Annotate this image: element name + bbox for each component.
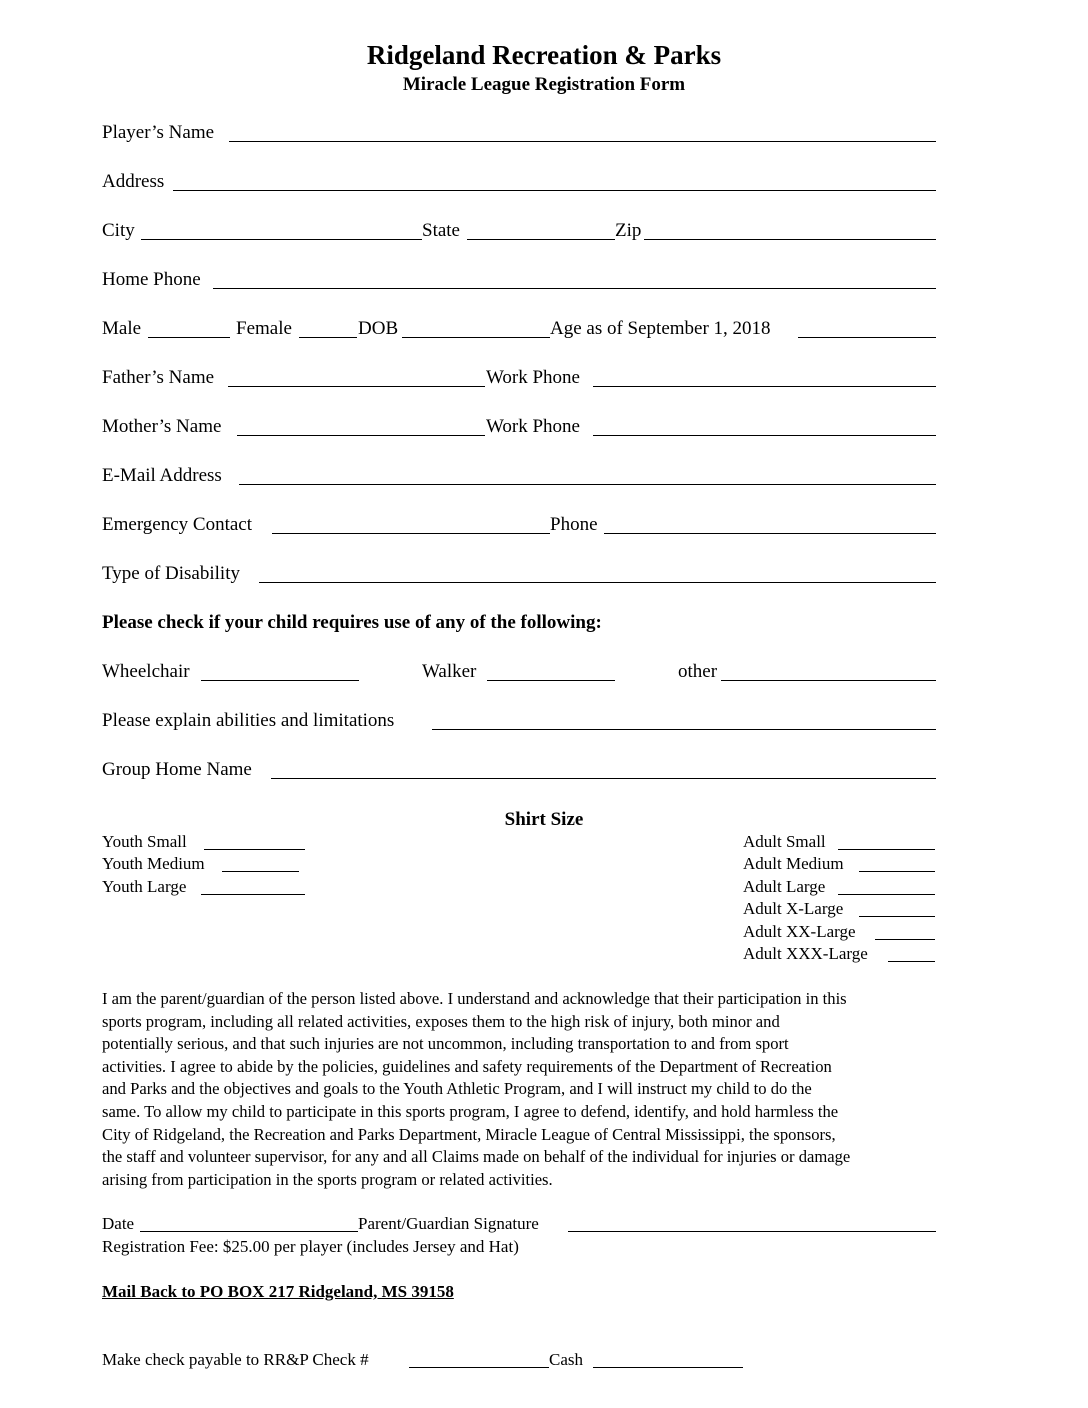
emergency-phone-field[interactable] xyxy=(604,533,936,534)
explain-label: Please explain abilities and limitations xyxy=(102,710,395,731)
adult-small-label: Adult Small xyxy=(743,832,826,851)
mothers-work-phone-label: Work Phone xyxy=(486,416,580,437)
walker-label: Walker xyxy=(422,661,477,682)
disability-label: Type of Disability xyxy=(102,563,240,584)
waiver-line: arising from participation in the sports program or related activities. xyxy=(102,1169,553,1189)
zip-label: Zip xyxy=(615,220,642,241)
mothers-work-phone-field[interactable] xyxy=(593,435,936,436)
adult-small-row xyxy=(743,832,936,854)
check-label: Make check payable to RR&P Check # xyxy=(102,1350,369,1369)
equipment-heading: Please check if your child requires use of any of the following: xyxy=(102,612,602,633)
mail-back-address: Mail Back to PO BOX 217 Ridgeland, MS 39158 xyxy=(102,1282,454,1301)
age-field[interactable] xyxy=(798,337,936,338)
players-name-field[interactable] xyxy=(229,141,936,142)
wheelchair-field[interactable] xyxy=(201,680,359,681)
adult-medium-row xyxy=(743,854,936,876)
address-row xyxy=(102,171,936,195)
waiver-line: and Parks and the objectives and goals to the Youth Athletic Program, and I will instruct my child to do the xyxy=(102,1079,812,1099)
waiver-line: same. To allow my child to participate in this sports program, I agree to defend, identify, and hold harmless the xyxy=(102,1101,839,1121)
male-label: Male xyxy=(102,318,142,339)
adult-large-field[interactable] xyxy=(838,894,935,895)
home-phone-label: Home Phone xyxy=(102,269,201,290)
city-field[interactable] xyxy=(141,239,422,240)
fathers-work-phone-field[interactable] xyxy=(593,386,936,387)
group-home-label: Group Home Name xyxy=(102,759,252,780)
waiver-line: I am the parent/guardian of the person listed above. I understand and acknowledge that their participation in this xyxy=(102,989,847,1008)
home-phone-row xyxy=(102,269,936,293)
waiver-line: activities. I agree to abide by the policies, guidelines and safety requirements of the Department of Recreation xyxy=(102,1056,832,1076)
adult-medium-label: Adult Medium xyxy=(743,854,844,873)
youth-large-label: Youth Large xyxy=(102,877,187,896)
equipment-row xyxy=(102,661,936,685)
age-label: Age as of September 1, 2018 xyxy=(550,318,771,339)
mothers-row xyxy=(102,416,936,440)
adult-xxlarge-label: Adult XX-Large xyxy=(743,922,856,941)
dob-label: DOB xyxy=(358,318,399,339)
cash-field[interactable] xyxy=(593,1367,743,1368)
players-name-row xyxy=(102,122,936,146)
explain-row xyxy=(102,710,936,734)
adult-large-row xyxy=(743,877,936,899)
email-field[interactable] xyxy=(239,484,936,485)
form-subtitle: Miracle League Registration Form xyxy=(402,74,686,95)
youth-medium-row xyxy=(102,854,307,876)
adult-xxlarge-field[interactable] xyxy=(875,939,935,940)
fathers-name-label: Father’s Name xyxy=(102,367,215,388)
youth-small-row xyxy=(102,832,307,854)
male-field[interactable] xyxy=(148,337,230,338)
parent-signature-label: Parent/Guardian Signature xyxy=(358,1214,539,1233)
address-field[interactable] xyxy=(173,190,936,191)
emergency-contact-field[interactable] xyxy=(272,533,550,534)
wheelchair-label: Wheelchair xyxy=(102,661,190,682)
fathers-row xyxy=(102,367,936,391)
payment-row xyxy=(102,1350,744,1374)
youth-large-field[interactable] xyxy=(201,894,305,895)
date-field[interactable] xyxy=(140,1231,358,1232)
other-label: other xyxy=(678,661,718,682)
fathers-name-field[interactable] xyxy=(228,386,485,387)
shirt-size-heading: Shirt Size xyxy=(504,809,584,830)
adult-large-label: Adult Large xyxy=(743,877,826,896)
adult-xxxlarge-row xyxy=(743,944,936,966)
group-home-field[interactable] xyxy=(271,778,936,779)
state-field[interactable] xyxy=(467,239,615,240)
signature-row xyxy=(102,1214,936,1238)
adult-small-field[interactable] xyxy=(838,849,935,850)
email-row xyxy=(102,465,936,489)
players-name-label: Player’s Name xyxy=(102,122,215,143)
female-field[interactable] xyxy=(299,337,357,338)
youth-small-label: Youth Small xyxy=(102,832,187,851)
parent-signature-field[interactable] xyxy=(568,1231,936,1232)
cash-label: Cash xyxy=(549,1350,583,1369)
form-title: Ridgeland Recreation & Parks xyxy=(366,40,722,70)
emergency-contact-label: Emergency Contact xyxy=(102,514,253,535)
registration-fee: Registration Fee: $25.00 per player (includes Jersey and Hat) xyxy=(102,1237,519,1256)
state-label: State xyxy=(422,220,460,241)
disability-row xyxy=(102,563,936,587)
youth-medium-field[interactable] xyxy=(222,871,299,872)
city-label: City xyxy=(102,220,135,241)
adult-xlarge-label: Adult X-Large xyxy=(743,899,844,918)
dob-field[interactable] xyxy=(402,337,550,338)
adult-medium-field[interactable] xyxy=(859,871,935,872)
city-state-zip-row xyxy=(102,220,936,244)
disability-field[interactable] xyxy=(259,582,936,583)
waiver-line: City of Ridgeland, the Recreation and Parks Department, Miracle League of Central Mississippi, the sponsors, xyxy=(102,1124,836,1144)
group-home-row xyxy=(102,759,936,783)
adult-xxxlarge-label: Adult XXX-Large xyxy=(743,944,868,963)
mothers-name-field[interactable] xyxy=(237,435,485,436)
female-label: Female xyxy=(236,318,292,339)
email-label: E-Mail Address xyxy=(102,465,222,486)
waiver-line: the staff and volunteer supervisor, for any and all Claims made on behalf of the individual for injuries or damage xyxy=(102,1147,851,1167)
walker-field[interactable] xyxy=(487,680,615,681)
explain-field[interactable] xyxy=(432,729,936,730)
adult-xlarge-field[interactable] xyxy=(859,916,935,917)
adult-xxlarge-row xyxy=(743,922,936,944)
zip-field[interactable] xyxy=(644,239,936,240)
youth-large-row xyxy=(102,877,307,899)
home-phone-field[interactable] xyxy=(213,288,936,289)
address-label: Address xyxy=(102,171,165,192)
waiver-paragraph xyxy=(102,988,992,1191)
demographics-row xyxy=(102,318,936,342)
other-field[interactable] xyxy=(721,680,936,681)
youth-medium-label: Youth Medium xyxy=(102,854,205,873)
youth-small-field[interactable] xyxy=(204,849,305,850)
fathers-work-phone-label: Work Phone xyxy=(486,367,580,388)
waiver-line: sports program, including all related activities, exposes them to the high risk of injury, both minor and xyxy=(102,1011,780,1031)
emergency-phone-label: Phone xyxy=(550,514,598,535)
waiver-line: potentially serious, and that such injuries are not uncommon, including transportation to and from sport xyxy=(102,1034,789,1054)
date-label: Date xyxy=(102,1214,135,1233)
emergency-row xyxy=(102,514,936,538)
adult-xlarge-row xyxy=(743,899,936,921)
adult-xxxlarge-field[interactable] xyxy=(888,961,935,962)
mothers-name-label: Mother’s Name xyxy=(102,416,222,437)
check-number-field[interactable] xyxy=(409,1367,549,1368)
